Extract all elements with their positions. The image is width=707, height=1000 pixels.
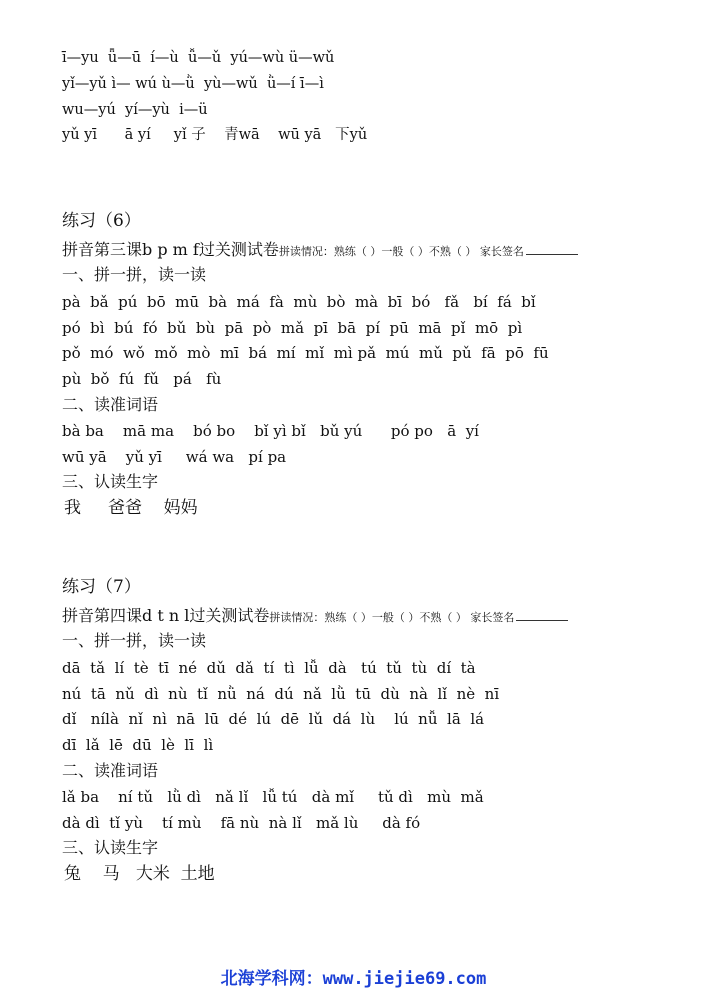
pinyin-line: dī lǎ lē dū lè lī lì <box>62 736 214 754</box>
exercise-title: 练习（7） <box>62 577 141 597</box>
pinyin-line: bà ba mā ma bó bo bǐ yì bǐ bǔ yú pó po ā yí <box>62 422 479 440</box>
section-heading: 一、拼一拼，读一读 <box>62 265 207 284</box>
exercise-subtitle <box>62 606 568 628</box>
subtitle-rating: 拼读情况：熟练（ ）一般（ ）不熟（ ） 家长签名 <box>278 245 524 258</box>
pinyin-line: wu—yú yí—yù i—ü <box>62 102 208 118</box>
section-heading: 一、拼一拼，读一读 <box>62 631 207 650</box>
pinyin-line: nú tā nǔ dì nù tǐ nǜ ná dú nǎ lǜ tū dù nà lǐ nè nī <box>62 685 500 703</box>
subtitle-rating: 拼读情况：熟练（ ）一般（ ）不熟（ ） 家长签名 <box>269 611 515 624</box>
pinyin-line: ī—yu ǖ—ū í—ù ǚ—ǔ yú—wù ü—wǔ <box>62 50 335 66</box>
pinyin-line: dā tǎ lí tè tī né dǔ dǎ tí tì lǚ dà tú tǔ tù dí tà <box>62 659 476 677</box>
signature-blank <box>526 242 578 255</box>
pinyin-line: pó bì bú fó bǔ bù pā pò mǎ pī bā pí pū mā pǐ mō pì <box>62 319 523 337</box>
pinyin-line: wū yā yǔ yī wá wa pí pa <box>62 448 287 466</box>
chinese-characters: 我 爸爸 妈妈 <box>64 498 198 518</box>
signature-blank <box>516 608 568 621</box>
exercise-subtitle <box>62 240 578 262</box>
subtitle-main: 拼音第三课b p m f过关测试卷 <box>62 240 279 259</box>
footer-site-name: 北海学科网： <box>220 969 323 989</box>
footer-watermark <box>0 964 707 989</box>
chinese-characters: 兔 马 大米 土地 <box>64 864 215 884</box>
pinyin-line: lǎ ba ní tǔ lǜ dì nǎ lǐ lǚ tú dà mǐ tǔ dì mù mǎ <box>62 788 484 806</box>
pinyin-line: pǒ mó wǒ mǒ mò mī bá mí mǐ mì pǎ mú mǔ pǔ fā pō fū <box>62 344 549 362</box>
pinyin-line: yǔ yī ā yí yǐ 子 青wā wū yā 下yǔ <box>62 127 368 143</box>
section-heading: 三、认读生字 <box>62 472 159 491</box>
pinyin-line: pà bǎ pú bō mū bà má fà mù bò mà bī bó fǎ bí fá bǐ <box>62 293 536 311</box>
section-heading: 三、认读生字 <box>62 838 159 857</box>
pinyin-line: dǐ nílà nǐ nì nā lū dé lú dē lǔ dá lù lú nǚ lā lá <box>62 710 485 728</box>
footer-url[interactable]: www.jiejie69.com <box>322 969 487 989</box>
subtitle-main: 拼音第四课d t n l过关测试卷 <box>62 606 270 625</box>
pinyin-line: pù bǒ fú fǔ pá fù <box>62 370 222 388</box>
pinyin-line: yǐ—yǔ ì— wú ù—ǜ yù—wǔ ǜ—í ī—ì <box>62 76 324 92</box>
section-heading: 二、读准词语 <box>62 761 159 780</box>
section-heading: 二、读准词语 <box>62 395 159 414</box>
pinyin-line: dà dì tǐ yù tí mù fā nù nà lǐ mǎ lù dà fó <box>62 814 421 832</box>
exercise-title: 练习（6） <box>62 211 141 231</box>
